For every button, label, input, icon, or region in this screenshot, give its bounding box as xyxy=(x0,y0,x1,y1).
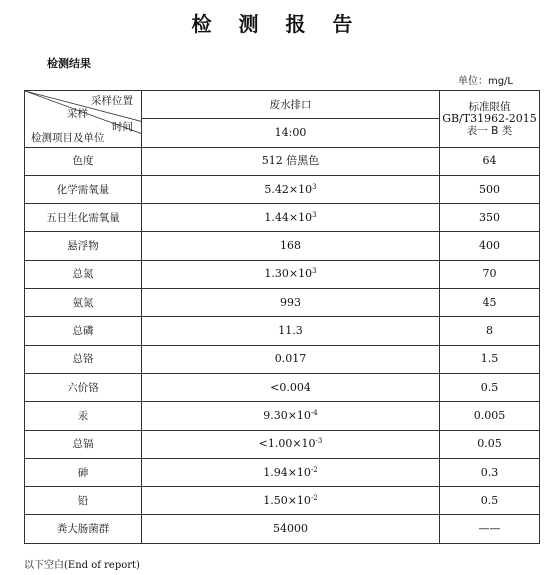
table-row xyxy=(25,345,540,373)
result-exponent: -2 xyxy=(310,493,318,502)
result-value-cell xyxy=(142,430,440,458)
limit-value-cell: 0.005 xyxy=(440,402,540,430)
item-name-cell: 总氮 xyxy=(25,260,142,288)
limit-value-cell: 8 xyxy=(440,317,540,345)
standard-line-3: 表一 B 类 xyxy=(466,124,513,137)
item-name-cell: 氨氮 xyxy=(25,289,142,317)
item-name-cell: 化学需氧量 xyxy=(25,175,142,203)
sampling-location-label: 采样位置 xyxy=(91,95,133,107)
item-name-cell: 悬浮物 xyxy=(25,232,142,260)
table-row xyxy=(25,147,540,175)
sampling-label: 采样 xyxy=(67,108,88,120)
table-row xyxy=(25,232,540,260)
result-value: 1.94×10 xyxy=(263,465,311,479)
table-row xyxy=(25,430,540,458)
item-unit-label: 检测项目及单位 xyxy=(31,132,105,144)
limit-value-cell: —— xyxy=(440,515,540,543)
result-value-cell xyxy=(142,147,440,175)
result-exponent: 3 xyxy=(312,182,317,191)
result-exponent: -2 xyxy=(310,465,318,474)
item-name-cell: 五日生化需氧量 xyxy=(25,204,142,232)
table-row xyxy=(25,458,540,486)
result-value-cell xyxy=(142,204,440,232)
limit-value-cell: 0.3 xyxy=(440,458,540,486)
table-row xyxy=(25,317,540,345)
item-name-cell: 铅 xyxy=(25,487,142,515)
time-label: 时间 xyxy=(112,121,133,133)
result-value: 1.50×10 xyxy=(263,493,311,507)
standard-line-2: GB/T31962-2015 xyxy=(442,111,537,125)
limit-value-cell: 0.5 xyxy=(440,487,540,515)
result-exponent: -3 xyxy=(315,437,323,446)
result-value-cell xyxy=(142,402,440,430)
table-row xyxy=(25,175,540,203)
result-value-cell xyxy=(142,487,440,515)
result-value-cell xyxy=(142,515,440,543)
limit-value-cell: 0.05 xyxy=(440,430,540,458)
table-row xyxy=(25,204,540,232)
footer-note: 以下空白(End of report) xyxy=(24,560,140,571)
results-table xyxy=(24,90,540,544)
result-value: 9.30×10 xyxy=(263,408,311,422)
result-value-cell xyxy=(142,175,440,203)
table-row xyxy=(25,515,540,543)
standard-line-1: 标准限值 xyxy=(468,100,511,113)
limit-value-cell: 70 xyxy=(440,260,540,288)
item-name-cell: 色度 xyxy=(25,147,142,175)
item-name-cell: 总镉 xyxy=(25,430,142,458)
result-value: 5.42×10 xyxy=(264,182,313,196)
result-value: 1.30×10 xyxy=(264,267,313,281)
result-value: <1.00×10 xyxy=(258,437,316,451)
result-value: 168 xyxy=(280,239,301,253)
result-value-cell xyxy=(142,317,440,345)
result-value-cell xyxy=(142,458,440,486)
limit-value-cell: 500 xyxy=(440,175,540,203)
result-value-cell xyxy=(142,289,440,317)
item-name-cell: 总铬 xyxy=(25,345,142,373)
result-value-cell xyxy=(142,260,440,288)
result-value: 1.44×10 xyxy=(264,210,313,224)
item-name-cell: 六价铬 xyxy=(25,373,142,401)
limit-value-cell: 0.5 xyxy=(440,373,540,401)
limit-value-cell: 400 xyxy=(440,232,540,260)
report-title: 检 测 报 告 xyxy=(191,12,363,36)
item-name-cell: 总磷 xyxy=(25,317,142,345)
result-value: <0.004 xyxy=(270,380,311,394)
table-row xyxy=(25,289,540,317)
result-exponent: 3 xyxy=(312,267,317,276)
item-name-cell: 粪大肠菌群 xyxy=(25,515,142,543)
table-row xyxy=(25,487,540,515)
limit-value-cell: 64 xyxy=(440,147,540,175)
result-value: 0.017 xyxy=(274,352,307,366)
result-value: 54000 xyxy=(273,522,308,536)
location-cell: 废水排口 xyxy=(142,91,440,119)
result-exponent: 3 xyxy=(312,210,317,219)
result-value: 11.3 xyxy=(278,324,303,338)
unit-label: 单位：mg/L xyxy=(457,76,513,87)
diagonal-header-cell xyxy=(25,91,142,148)
standard-header-cell xyxy=(440,91,540,148)
result-value: 512 倍黑色 xyxy=(261,154,320,168)
time-cell: 14:00 xyxy=(142,119,440,147)
result-exponent: -4 xyxy=(310,408,318,417)
item-name-cell: 汞 xyxy=(25,402,142,430)
result-value-cell xyxy=(142,373,440,401)
result-value: 993 xyxy=(280,295,301,309)
table-row xyxy=(25,260,540,288)
result-value-cell xyxy=(142,345,440,373)
limit-value-cell: 350 xyxy=(440,204,540,232)
item-name-cell: 砷 xyxy=(25,458,142,486)
limit-value-cell: 1.5 xyxy=(440,345,540,373)
section-label: 检测结果 xyxy=(47,57,91,70)
result-value-cell xyxy=(142,232,440,260)
table-row xyxy=(25,373,540,401)
table-header-row-1 xyxy=(25,91,540,119)
table-row xyxy=(25,402,540,430)
limit-value-cell: 45 xyxy=(440,289,540,317)
